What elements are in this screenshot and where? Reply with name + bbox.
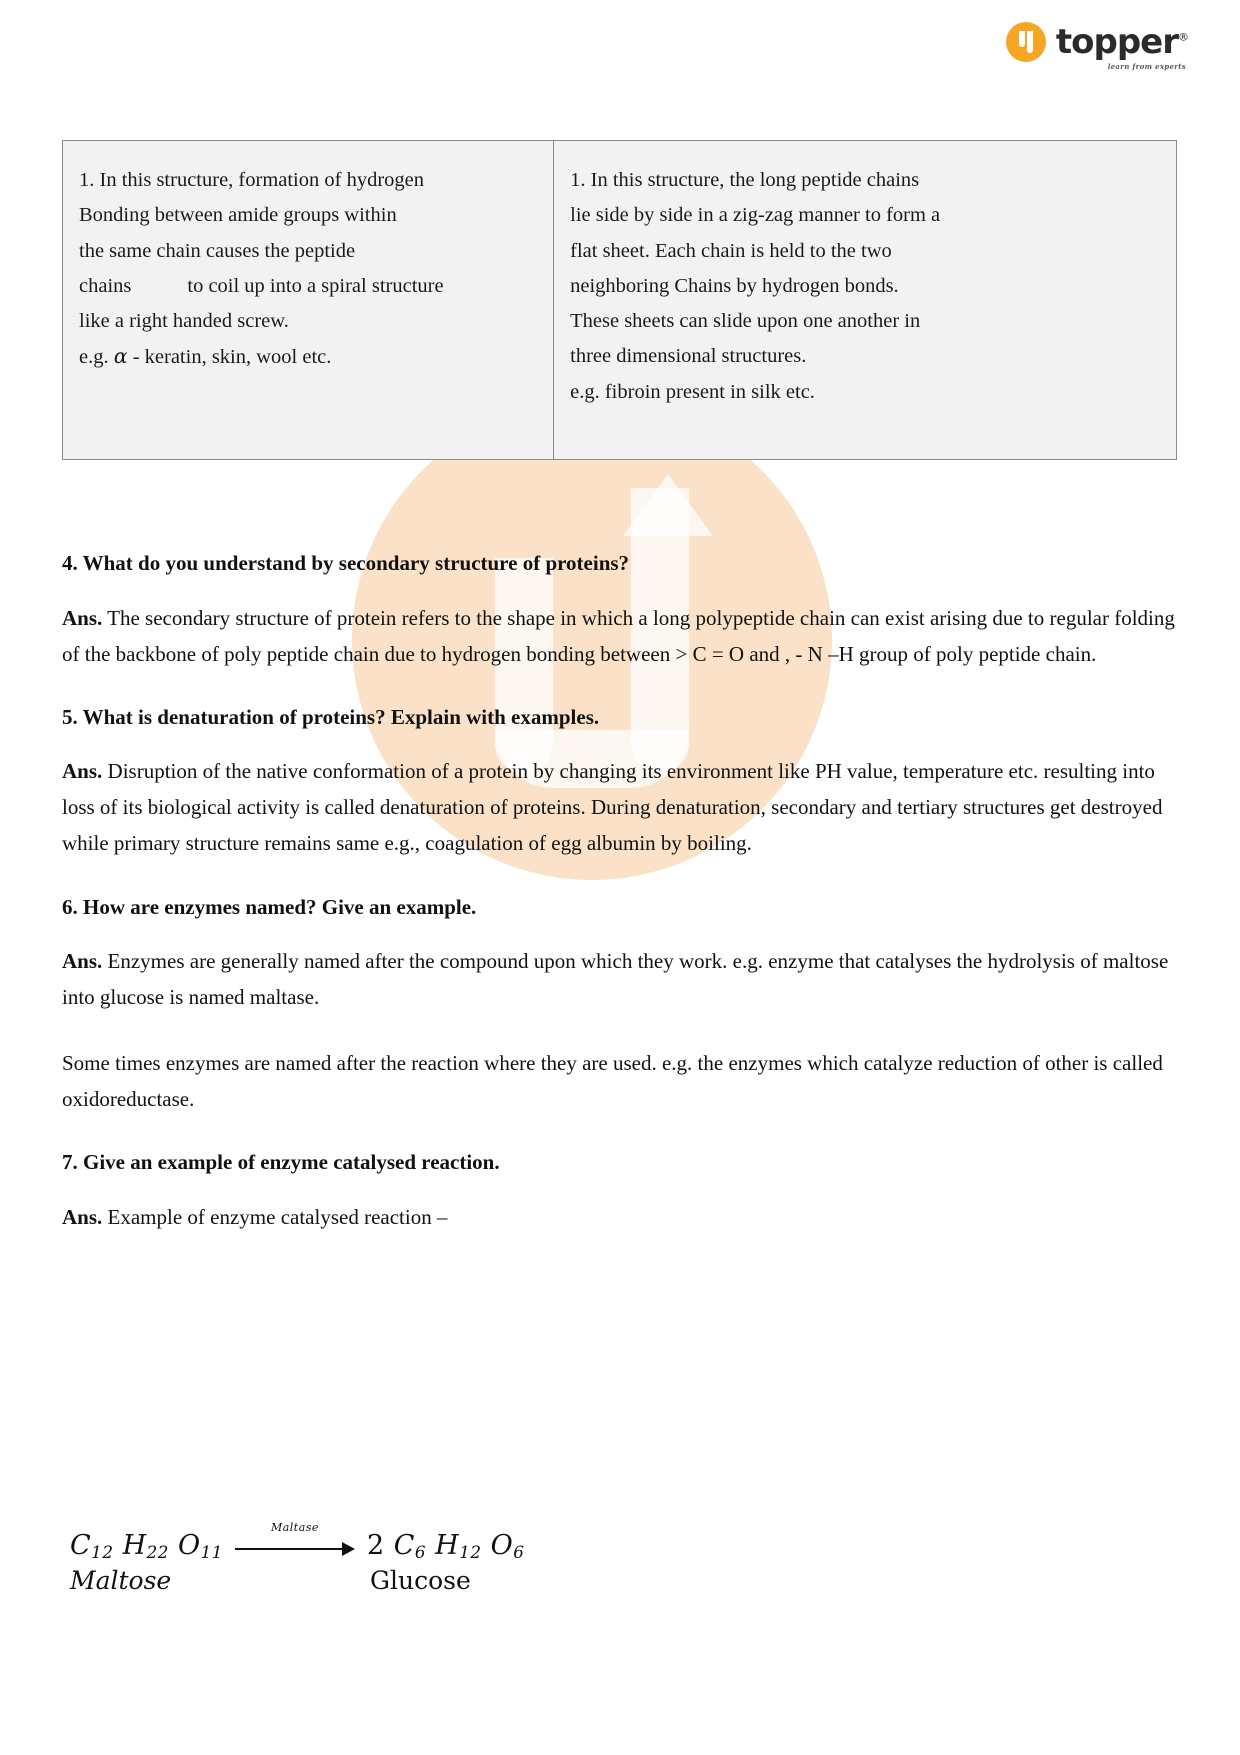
reactant-formula: [70, 1530, 223, 1562]
question-6: 6. How are enzymes named? Give an example.: [62, 894, 477, 919]
element-c-sub: 12: [91, 1542, 114, 1563]
table-line: Bonding between amide groups within: [79, 204, 397, 227]
answer-6-continued: Some times enzymes are named after the reaction where they are used. e.g. the enzymes which catalyze reduction of other is called oxidoreductase.: [62, 1051, 1163, 1112]
answer-label: Ans.: [62, 1204, 103, 1229]
brand-name: [1055, 22, 1188, 71]
table-line: the same chain causes the peptide: [79, 239, 356, 262]
comparison-table: [62, 140, 1177, 460]
table-line: flat sheet. Each chain is held to the two: [570, 239, 892, 262]
product-coefficient: 2: [366, 1530, 385, 1561]
brand-name-text: topper: [1055, 22, 1178, 62]
table-line: three dimensional structures.: [570, 345, 807, 368]
table-line: These sheets can slide upon one another in: [570, 310, 921, 332]
element-h: H: [122, 1530, 147, 1561]
element-h-sub: 22: [146, 1542, 169, 1563]
answer-5: [62, 753, 1180, 861]
answer-label: Ans.: [62, 605, 103, 630]
reaction-figure: [70, 1521, 525, 1596]
question-4: 4. What do you understand by secondary structure of proteins?: [62, 551, 630, 575]
element-h: H: [435, 1530, 460, 1561]
table-cell-beta-sheet: [554, 141, 1176, 459]
answer-text: Example of enzyme catalysed reaction –: [102, 1204, 448, 1229]
questions-answers: [62, 548, 1180, 1265]
element-h-sub: 12: [459, 1542, 482, 1563]
element-c: C: [393, 1530, 415, 1561]
answer-text: Disruption of the native conformation of a protein by changing its environment like PH value, temperature etc. resulting into loss of its biological activity is called denaturation of proteins. During denaturation, secondary and tertiary structures get destroyed while primary structure remains same e.g., coagulation of egg albumin by boiling.: [62, 759, 1163, 856]
brand-logo: [1006, 22, 1188, 71]
element-o: O: [178, 1530, 201, 1561]
answer-4: [62, 600, 1180, 672]
table-line-example: e.g. fibroin present in silk etc.: [570, 380, 815, 403]
reaction-labels: [70, 1566, 524, 1595]
brand-tagline: learn from experts: [1107, 62, 1186, 71]
reaction-arrow-icon: [235, 1521, 355, 1561]
table-line: 1. In this structure, the long peptide chains: [570, 169, 920, 191]
question-5: 5. What is denaturation of proteins? Explain with examples.: [62, 704, 600, 729]
product-name: Glucose: [370, 1566, 471, 1596]
table-line: neighboring Chains by hydrogen bonds.: [570, 274, 899, 297]
example-suffix: - keratin, skin, wool etc.: [132, 346, 332, 369]
table-line: [79, 269, 537, 304]
table-line-part: chains: [79, 274, 132, 297]
element-c: C: [70, 1530, 92, 1561]
topper-mark-icon: [1006, 22, 1046, 62]
table-line: like a right handed screw.: [79, 310, 289, 332]
element-o-sub: 11: [200, 1542, 223, 1563]
example-prefix: e.g.: [79, 346, 109, 369]
answer-text: The secondary structure of protein refers to the shape in which a long polypeptide chain can exist arising due to regular folding of the backbone of poly peptide chain due to hydrogen bonding between > C = O and , - N –H group of poly peptide chain.: [62, 605, 1175, 666]
answer-text: Enzymes are generally named after the compound upon which they work. e.g. enzyme that catalyses the hydrolysis of maltose into glucose is named maltase.: [62, 949, 1169, 1010]
reactant-name: Maltose: [70, 1566, 172, 1596]
answer-label: Ans.: [62, 759, 103, 784]
registered-mark: ®: [1178, 30, 1188, 44]
answer-label: Ans.: [62, 949, 103, 974]
table-line-part: to coil up into a spiral structure: [187, 274, 444, 297]
answer-6: [62, 943, 1180, 1015]
answer-7: [62, 1199, 1180, 1235]
table-line-example: [79, 339, 537, 375]
reaction-equation: [70, 1521, 525, 1563]
table-cell-alpha-helix: [63, 141, 554, 459]
element-c-sub: 6: [414, 1542, 427, 1563]
table-line: 1. In this structure, formation of hydrogen: [79, 169, 425, 191]
product-formula: [367, 1530, 524, 1562]
element-o: O: [490, 1530, 514, 1561]
element-o-sub: 6: [513, 1542, 525, 1563]
table-line: lie side by side in a zig-zag manner to form a: [570, 204, 941, 227]
alpha-symbol: α: [113, 344, 128, 369]
catalyst-label: Maltase: [270, 1521, 319, 1535]
question-7: 7. Give an example of enzyme catalysed reaction.: [62, 1150, 500, 1175]
